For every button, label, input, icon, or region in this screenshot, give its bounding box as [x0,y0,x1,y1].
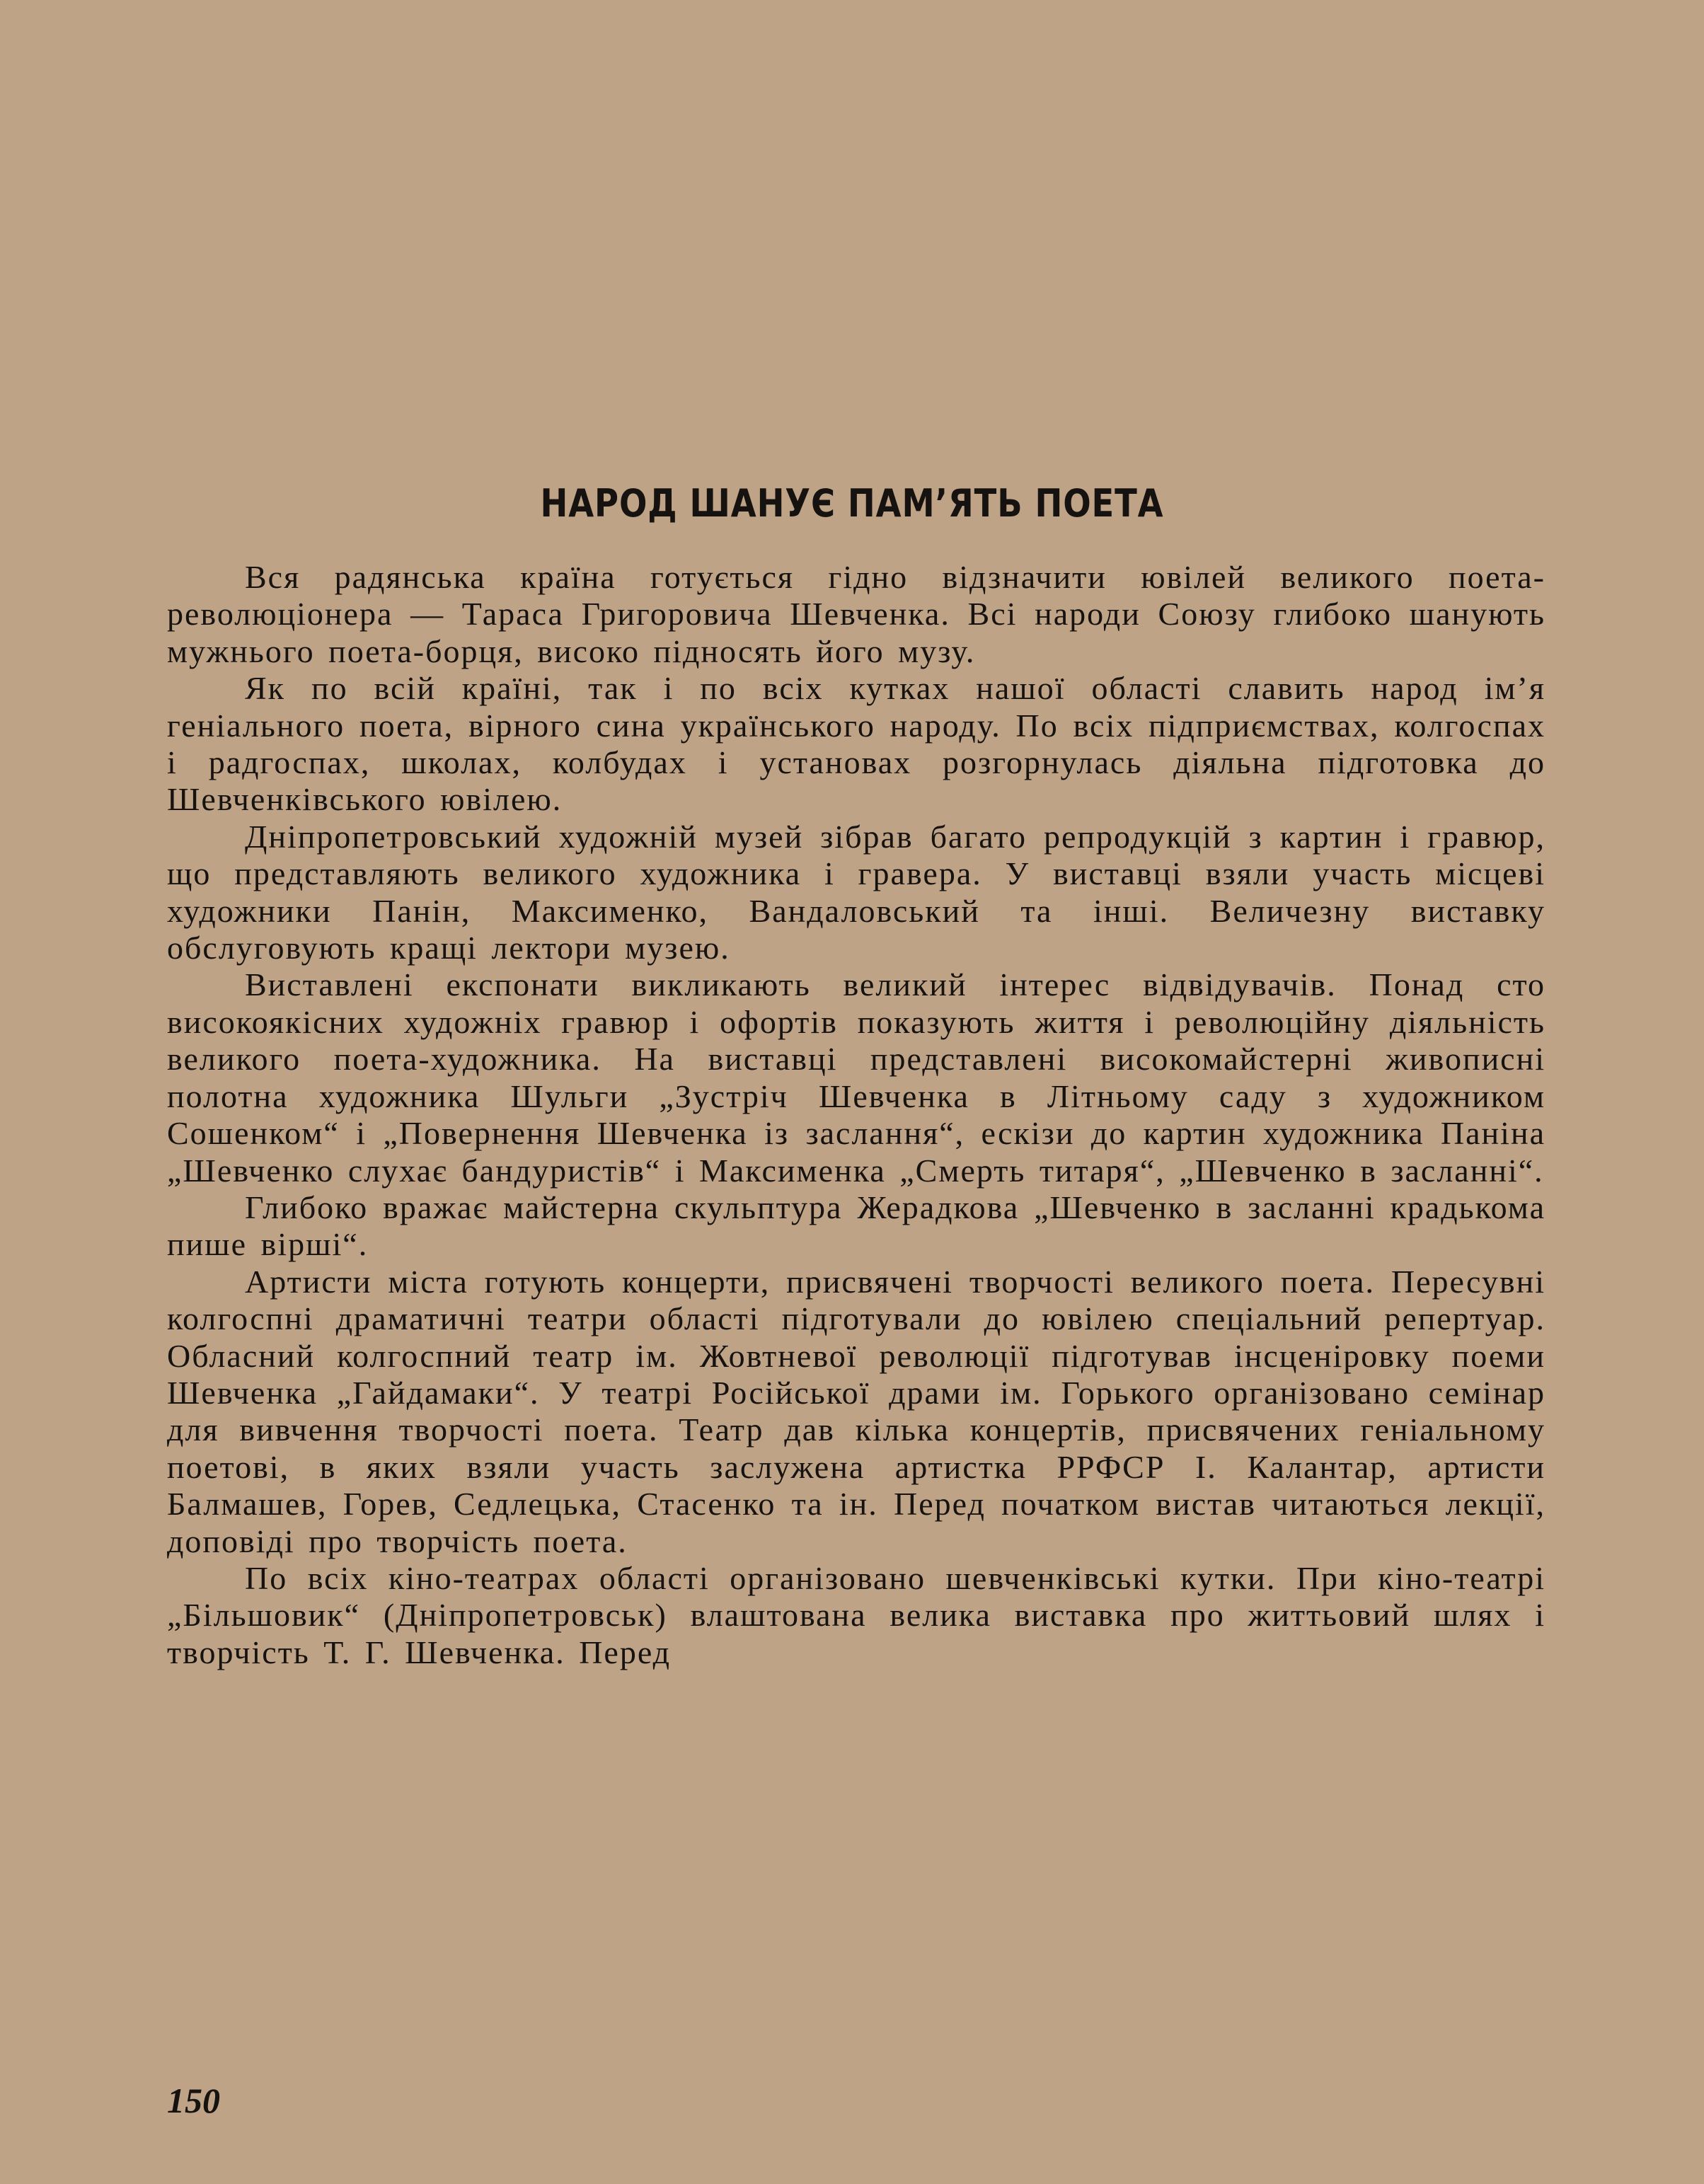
page-number: 150 [167,2081,220,2120]
paragraph-2: Як по всій країні, так і по всіх кутках нашої області славить народ ім’я геніального поета, вірного сина українського народу. По всіх підприємствах, колгоспах і радгоспах, школах, колбудах і установах розгорнулась діяльна підготовка до Шевченківського ювілею. [167,670,1545,818]
paragraph-3: Дніпропетровський художній музей зібрав багато репродукцій з картин і гравюр, що представляють великого художника і гравера. У виставці взяли участь місцеві художники Панін, Максименко, Вандаловський та інші. Величезну виставку обслуговують кращі лектори музею. [167,818,1545,966]
paragraph-1: Вся радянська країна готується гідно відзначити ювілей великого поета-революціонера — Тараса Григоровича Шевченка. Всі народи Союзу глибоко шанують мужнього поета-борця, високо підносять його музу. [167,559,1545,669]
paragraph-6: Артисти міста готують концерти, присвячені творчості великого поета. Пересувні колгоспні драматичні театри області підготували до ювілею спеціальний репертуар. Обласний колгоспний театр ім. Жовтневої революції підготував інсценіровку поеми Шевченка „Гайдамаки“. У театрі Російської драми ім. Горького організовано семінар для вивчення творчості поета. Театр дав кілька концертів, присвячених геніальному поетові, в яких взяли участь заслужена артистка РРФСР І. Калантар, артисти Балмашев, Горев, Седлецька, Стасенко та ін. Перед початком вистав читаються лекції, доповіді про творчість поета. [167,1263,1545,1559]
article-body [167,559,1545,1671]
paragraph-4: Виставлені експонати викликають великий інтерес відвідувачів. Понад сто високоякісних художніх гравюр і офортів показують життя і революційну діяльність великого поета-художника. На виставці представлені високомайстерні живописні полотна художника Шульги „Зустріч Шевченка в Літньому саду з художником Сошенком“ і „Повернення Шевченка із заслання“, ескізи до картин художника Паніна „Шевченко слухає бандуристів“ і Максименка „Смерть титаря“, „Шевченко в засланні“. [167,966,1545,1189]
page-title: НАРОД ШАНУЄ ПАМ’ЯТЬ ПОЕТА [540,481,1164,526]
paragraph-5: Глибоко вражає майстерна скульптура Жерадкова „Шевченко в засланні крадькома пише вірші“. [167,1189,1545,1263]
paragraph-7: По всіх кіно-театрах області організовано шевченківські кутки. При кіно-театрі „Більшовик“ (Дніпропетровськ) влаштована велика виставка про життьовий шлях і творчість Т. Г. Шевченка. Перед [167,1559,1545,1670]
